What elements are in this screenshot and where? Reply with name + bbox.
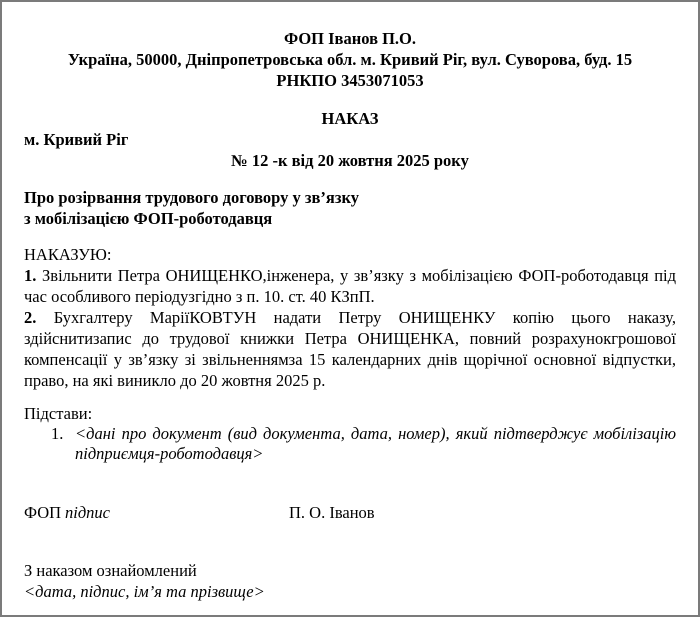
- signature-role: ФОП: [24, 503, 62, 522]
- order-item-2-number: 2.: [24, 308, 37, 327]
- order-item-1-number: 1.: [24, 266, 37, 285]
- order-item-2-text: Бухгалтеру МаріїКОВТУН надати Петру ОНИЩЕНКУ копію цього наказу, здійснитизапис до трудової книжки Петра ОНИЩЕНКА, повний розрахунокгрошової компенсації у зв’язку зі звільненнямза 15 календарних днів щорічної основної відпустки, право, на які виникло до 20 жовтня 2025 р.: [24, 308, 677, 390]
- order-item-2: [24, 307, 676, 391]
- signature-row: [24, 502, 676, 523]
- order-number-date: № 12 -к від 20 жовтня 2025 року: [231, 151, 469, 170]
- acknowledgement-line: З наказом ознайомлений: [24, 561, 197, 580]
- grounds-item-number: 1.: [51, 424, 64, 443]
- signature-placeholder: підпис: [65, 503, 111, 522]
- grounds-item: [24, 424, 676, 464]
- order-heading: НАКАЗУЮ:: [24, 245, 112, 264]
- signature-name: П. О. Іванов: [289, 503, 375, 522]
- company-reg-code: РНКПО 3453071053: [276, 71, 424, 90]
- grounds-item-text: <дані про документ (вид документа, дата, номер), який підтверджує мобілізацію підприємця-роботодавця>: [75, 424, 676, 463]
- subject-line-1: Про розірвання трудового договору у зв’язку: [24, 188, 359, 207]
- subject-line-2: з мобілізацією ФОП-роботодавця: [24, 209, 273, 228]
- grounds-label: Підстави:: [24, 404, 93, 423]
- city-line: м. Кривий Ріг: [24, 130, 129, 149]
- acknowledgement-block: [24, 560, 676, 602]
- doc-title: НАКАЗ: [321, 109, 379, 128]
- order-item-1: [24, 265, 676, 307]
- company-address: Україна, 50000, Дніпропетровська обл. м. Кривий Ріг, вул. Суворова, буд. 15: [67, 50, 633, 69]
- order-item-1-text: Звільнити Петра ОНИЩЕНКО,інженера, у зв’язку з мобілізацією ФОП-роботодавця під час особливого періодузгідно з п. 10. ст. 40 КЗпП.: [24, 266, 677, 306]
- subject-block: [24, 187, 676, 229]
- company-name: ФОП Іванов П.О.: [283, 29, 417, 48]
- acknowledgement-placeholder: <дата, підпис, ім’я та прізвище>: [24, 582, 265, 601]
